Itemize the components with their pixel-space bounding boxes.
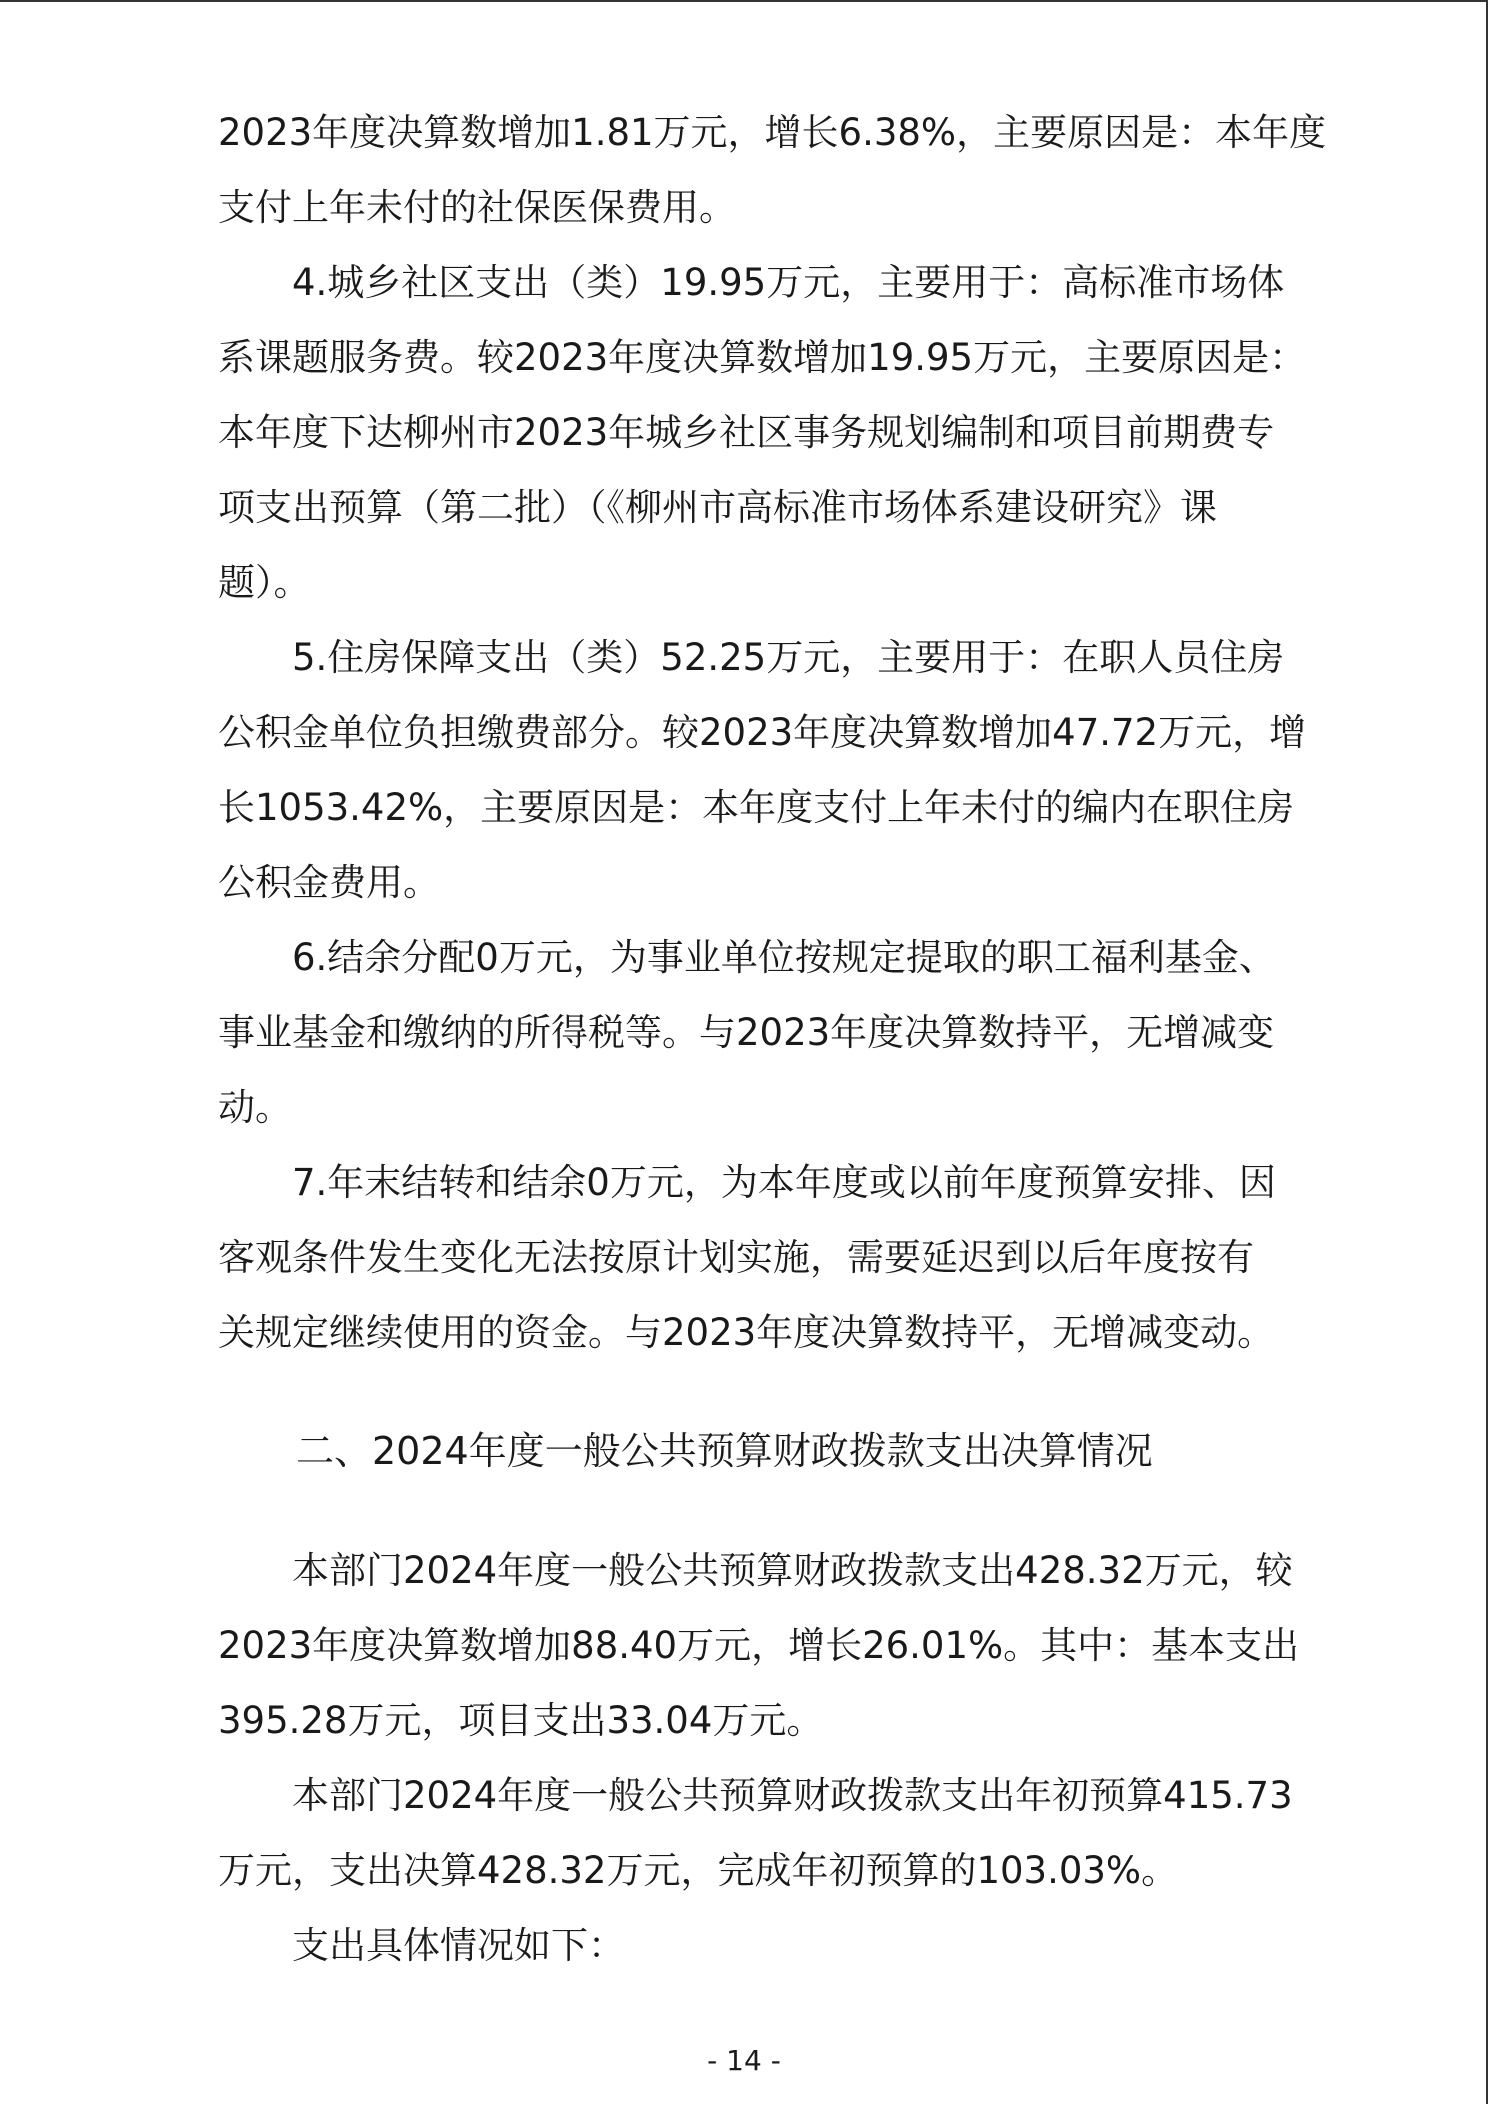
section-heading: 二、2024年度一般公共预算财政拨款支出决算情况 — [296, 1429, 1153, 1473]
paragraph-expenditure-summary — [218, 1533, 1300, 1758]
text-line: 客观条件发生变化无法按原计划实施，需要延迟到以后年度按有 — [218, 1236, 1254, 1279]
text-line: 题）。 — [218, 561, 311, 604]
paragraph-item-4 — [218, 245, 1307, 620]
text-line: 支出具体情况如下： — [292, 1924, 625, 1967]
text-line: 动。 — [218, 1086, 292, 1129]
text-line: 关规定继续使用的资金。与2023年度决算数持平，无增减变动。 — [218, 1311, 1275, 1354]
text-line: 系课题服务费。较2023年度决算数增加19.95万元，主要原因是： — [218, 336, 1307, 379]
text-line: 2023年度决算数增加88.40万元，增长26.01%。其中：基本支出 — [218, 1624, 1300, 1667]
page-number: - 14 - — [707, 2044, 781, 2077]
text-line: 长1053.42%，主要原因是：本年度支付上年未付的编内在职住房 — [218, 786, 1295, 829]
text-line: 公积金费用。 — [218, 861, 440, 904]
page-body — [218, 95, 1327, 1983]
text-line: 本部门2024年度一般公共预算财政拨款支出年初预算415.73 — [292, 1774, 1293, 1817]
text-line: 395.28万元，项目支出33.04万元。 — [218, 1699, 824, 1742]
text-line: 支付上年未付的社保医保费用。 — [218, 186, 736, 229]
text-line: 7.年末结转和结余0万元，为本年度或以前年度预算安排、因 — [292, 1161, 1276, 1204]
paragraph-continuation — [218, 95, 1327, 245]
paragraph-details-intro — [218, 1908, 1284, 1983]
text-line: 事业基金和缴纳的所得税等。与2023年度决算数持平，无增减变 — [218, 1011, 1275, 1054]
text-line: 4.城乡社区支出（类）19.95万元，主要用于：高标准市场体 — [292, 261, 1285, 304]
text-line: 项支出预算（第二批）（《柳州市高标准市场体系建设研究》课 — [218, 486, 1217, 529]
text-line: 公积金单位负担缴费部分。较2023年度决算数增加47.72万元，增 — [218, 711, 1307, 754]
paragraph-item-5 — [218, 620, 1307, 920]
text-line: 6.结余分配0万元，为事业单位按规定提取的职工福利基金、 — [292, 936, 1276, 979]
text-line: 2023年度决算数增加1.81万元，增长6.38%，主要原因是：本年度 — [218, 111, 1327, 154]
text-line: 5.住房保障支出（类）52.25万元，主要用于：在职人员住房 — [292, 636, 1285, 679]
paragraph-item-6 — [218, 920, 1284, 1145]
text-line: 万元，支出决算428.32万元，完成年初预算的103.03%。 — [218, 1849, 1179, 1892]
text-line: 本年度下达柳州市2023年城乡社区事务规划编制和项目前期费专 — [218, 411, 1275, 454]
paragraph-item-7 — [218, 1145, 1284, 1370]
text-line: 本部门2024年度一般公共预算财政拨款支出428.32万元，较 — [292, 1549, 1293, 1592]
paragraph-budget-completion — [218, 1758, 1293, 1908]
